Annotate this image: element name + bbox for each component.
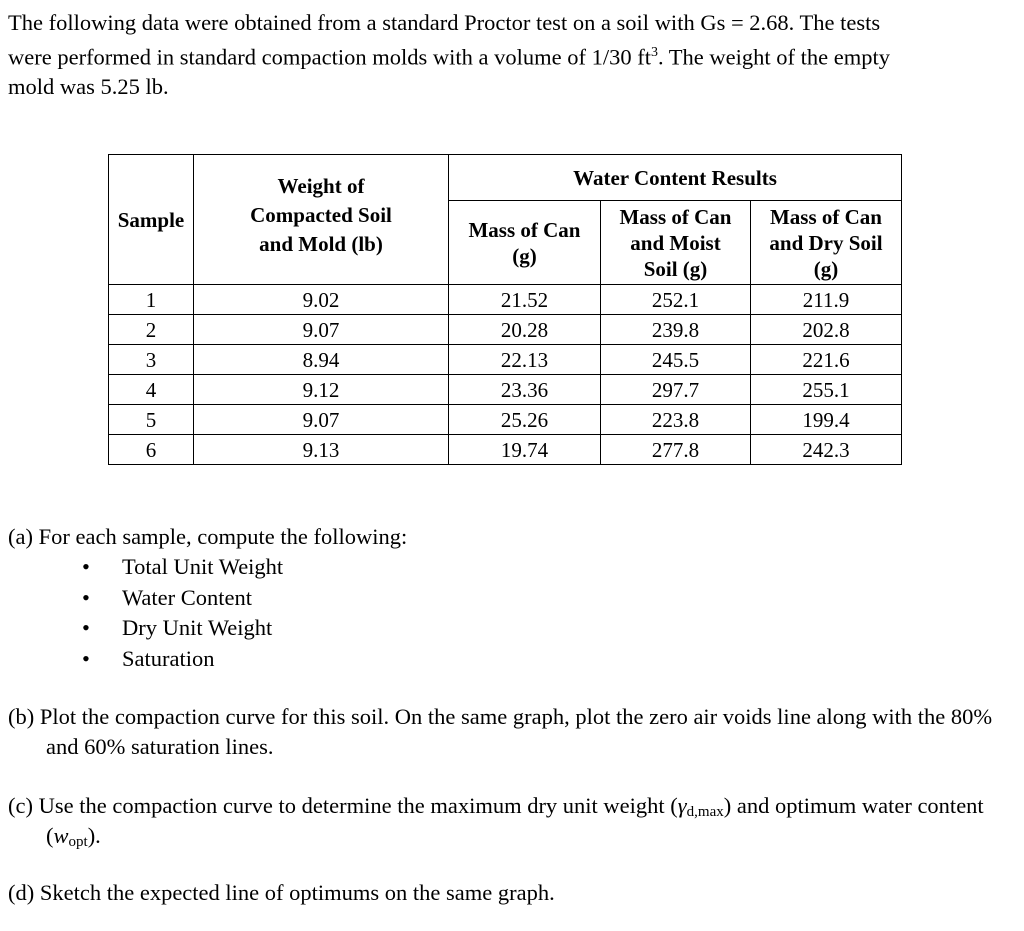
table-cell: 9.07 xyxy=(194,315,449,345)
bullet-list xyxy=(82,552,283,674)
part-d: (d) Sketch the expected line of optimums on the same graph. xyxy=(8,880,555,905)
table-cell: 297.7 xyxy=(601,375,751,405)
header-line: and Mold (lb) xyxy=(259,231,383,256)
intro-line-1: The following data were obtained from a standard Proctor test on a soil with Gs = 2.68. The tests xyxy=(8,10,881,35)
table-cell: 23.36 xyxy=(449,375,601,405)
part-c-text: ) and optimum water content ( xyxy=(46,793,984,848)
table-cell: 9.02 xyxy=(194,285,449,315)
list-item xyxy=(82,583,283,614)
table-row xyxy=(109,435,902,465)
table-cell: 19.74 xyxy=(449,435,601,465)
header-line: (g) xyxy=(813,256,839,281)
header-line: (g) xyxy=(512,243,537,268)
table-cell: 211.9 xyxy=(751,285,902,315)
header-weight xyxy=(194,155,449,285)
w-symbol: w xyxy=(53,822,69,848)
table-cell: 6 xyxy=(109,435,194,465)
header-sample: Sample xyxy=(109,155,194,285)
part-c xyxy=(8,791,1024,850)
part-b: (b) Plot the compaction curve for this soil. On the same graph, plot the zero air voids line along with the 80% and 60% saturation lines. xyxy=(8,704,993,759)
intro-line-2 xyxy=(8,38,1013,72)
header-line: Soil (g) xyxy=(643,256,708,281)
table-row xyxy=(109,345,902,375)
table-cell: 21.52 xyxy=(449,285,601,315)
table-cell: 239.8 xyxy=(601,315,751,345)
proctor-data-table xyxy=(108,154,902,465)
table-cell: 22.13 xyxy=(449,345,601,375)
list-item-text: Dry Unit Weight xyxy=(122,615,273,641)
gamma-symbol: γ xyxy=(677,793,687,818)
table-cell: 255.1 xyxy=(751,375,902,405)
intro-text: . The weight of the empty xyxy=(657,44,890,69)
table-cell: 3 xyxy=(109,345,194,375)
table-row xyxy=(109,405,902,435)
table-row xyxy=(109,285,902,315)
bullet-icon: • xyxy=(82,584,90,610)
table-cell: 4 xyxy=(109,375,194,405)
table-cell: 277.8 xyxy=(601,435,751,465)
part-c-text: (c) Use the compaction curve to determine the maximum dry unit weight ( xyxy=(8,793,678,818)
table-cell: 1 xyxy=(109,285,194,315)
superscript: 3 xyxy=(650,44,658,60)
table-row xyxy=(109,375,902,405)
header-line: Weight of xyxy=(277,173,365,198)
part-a-text: (a) For each sample, compute the following: xyxy=(8,524,408,549)
table-cell: 20.28 xyxy=(449,315,601,345)
table-cell: 199.4 xyxy=(751,405,902,435)
table-cell: 9.07 xyxy=(194,405,449,435)
header-dry xyxy=(751,201,902,285)
list-item xyxy=(82,644,283,675)
list-item-text: Water Content xyxy=(122,584,253,610)
problem-statement xyxy=(8,8,1013,101)
table-cell: 252.1 xyxy=(601,285,751,315)
table-cell: 242.3 xyxy=(751,435,902,465)
part-a xyxy=(8,522,407,552)
list-item xyxy=(82,613,283,644)
subscript: d,max xyxy=(686,804,724,820)
table-cell: 5 xyxy=(109,405,194,435)
part-c-text: ). xyxy=(87,822,101,848)
header-can xyxy=(449,201,601,285)
header-line: Mass of Can xyxy=(769,204,882,229)
header-line: Compacted Soil xyxy=(250,202,392,227)
list-item-text: Saturation xyxy=(122,645,215,671)
header-line: Mass of Can xyxy=(619,204,732,229)
header-water-content: Water Content Results xyxy=(449,155,902,201)
table-cell: 245.5 xyxy=(601,345,751,375)
bullet-icon: • xyxy=(82,645,90,671)
table-cell: 202.8 xyxy=(751,315,902,345)
table-cell: 8.94 xyxy=(194,345,449,375)
bullet-icon: • xyxy=(82,554,90,579)
header-line: and Dry Soil xyxy=(769,230,883,255)
header-line: Mass of Can xyxy=(468,217,581,242)
table-cell: 2 xyxy=(109,315,194,345)
intro-text: were performed in standard compaction molds with a volume of 1/30 ft xyxy=(8,44,651,69)
table-cell: 221.6 xyxy=(751,345,902,375)
list-item xyxy=(82,552,283,583)
header-moist xyxy=(601,201,751,285)
table-cell: 9.12 xyxy=(194,375,449,405)
subscript: opt xyxy=(68,833,88,850)
table-cell: 25.26 xyxy=(449,405,601,435)
bullet-icon: • xyxy=(82,615,90,641)
table-cell: 9.13 xyxy=(194,435,449,465)
intro-line-3: mold was 5.25 lb. xyxy=(8,73,169,99)
header-line: and Moist xyxy=(630,230,721,255)
table-cell: 223.8 xyxy=(601,405,751,435)
list-item-text: Total Unit Weight xyxy=(122,554,284,579)
table-row xyxy=(109,315,902,345)
